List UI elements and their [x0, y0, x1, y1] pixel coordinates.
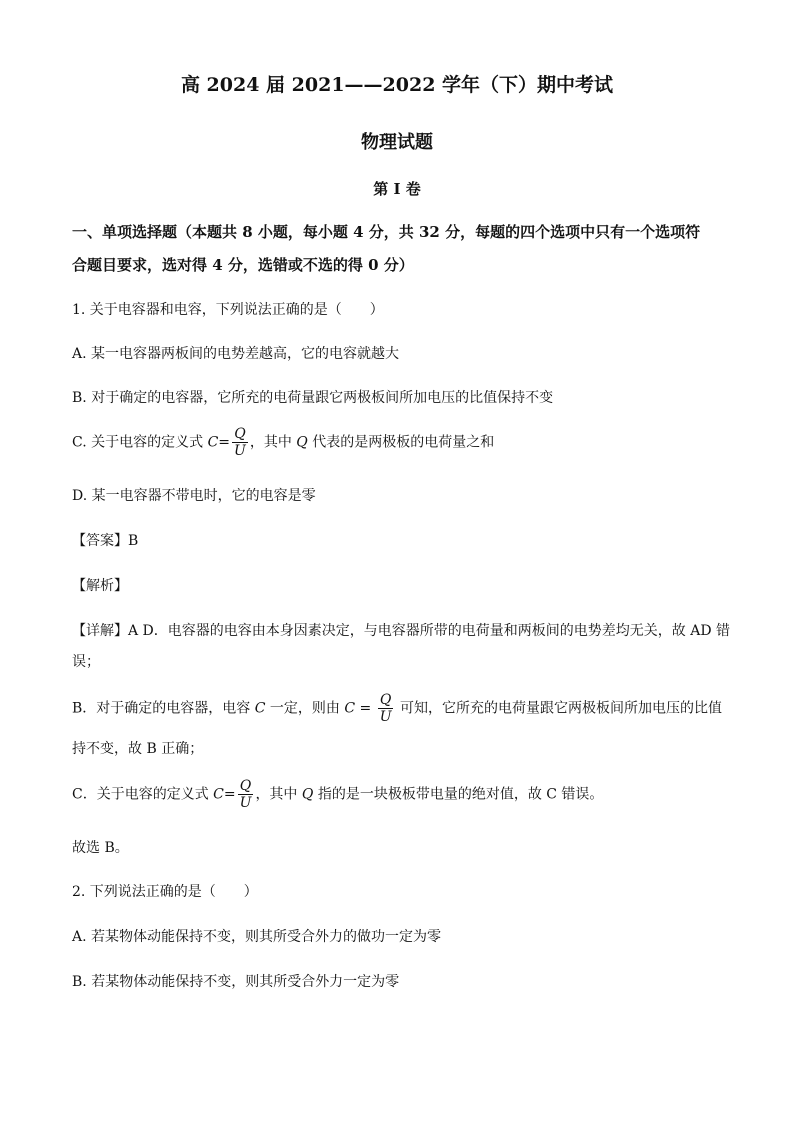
detail-b-cont: 持不变，故 B 正确； — [72, 741, 204, 757]
section-heading-cont: 合题目要求，选对得 4 分，选错或不选的得 0 分） — [72, 256, 414, 274]
question-2-stem: 2. 下列说法正确的是（ ） — [72, 884, 258, 900]
volume-label: 第 I 卷 — [373, 180, 421, 198]
subject-title: 物理试题 — [361, 132, 433, 153]
detail-c-pre: C．关于电容的定义式 — [72, 786, 214, 803]
exam-title: 高 2024 届 2021——2022 学年（下）期中考试 — [180, 74, 614, 96]
q1-option-c-post2: 代表的是两极板的电荷量之和 — [307, 434, 495, 451]
detail-b-c2: C — [344, 700, 356, 717]
answer-line — [72, 530, 138, 550]
detail-b-pre: B．对于确定的电容器，电容 — [72, 700, 255, 717]
detail-b-fraction-numerator: Q — [379, 692, 392, 708]
section-heading: 一、单项选择题（本题共 8 小题，每小题 4 分，共 32 分，每题的四个选项中只有一个选项符 — [72, 223, 701, 241]
variable-q: Q — [296, 434, 308, 451]
detail-ad-cont: 误； — [72, 654, 100, 670]
q2-option-b: B. 若某物体动能保持不变，则其所受合外力一定为零 — [72, 974, 400, 990]
formula-eq: = — [218, 434, 231, 451]
detail-ad — [72, 620, 730, 640]
q2-option-a: A. 若某物体动能保持不变，则其所受合外力的做功一定为零 — [72, 929, 442, 945]
fraction-q-over-u — [232, 426, 248, 459]
detail-b-fraction-denominator: U — [379, 709, 392, 725]
detail-tag: 【详解】 — [72, 623, 128, 639]
detail-c-post2: 指的是一块极板带电量的绝对值，故 C 错误。 — [313, 786, 604, 803]
question-1-stem: 1. 关于电容器和电容，下列说法正确的是（ ） — [72, 302, 384, 318]
detail-c-fraction — [238, 778, 254, 811]
formula-c: C — [207, 434, 219, 451]
answer-tag: 【答案】 — [72, 533, 128, 549]
q1-option-d: D. 某一电容器不带电时，它的电容是零 — [72, 488, 316, 504]
analysis-tag: 【解析】 — [72, 578, 128, 594]
q1-option-c-pre: C. 关于电容的定义式 — [72, 434, 208, 451]
fraction-numerator: Q — [234, 426, 246, 442]
detail-c-eq: = — [223, 786, 236, 803]
q1-option-c — [72, 426, 494, 459]
detail-b-post: 可知，它所充的电荷量跟它两极板间所加电压的比值 — [395, 700, 722, 717]
detail-c — [72, 778, 603, 811]
detail-b — [72, 692, 722, 725]
detail-b-mid: 一定，则由 — [265, 700, 345, 717]
conclusion: 故选 B。 — [72, 840, 129, 856]
detail-c-c: C — [213, 786, 224, 803]
detail-c-fraction-numerator: Q — [239, 778, 252, 794]
detail-c-q: Q — [301, 786, 314, 803]
fraction-denominator: U — [234, 443, 246, 459]
detail-b-eq: = — [355, 700, 376, 717]
q1-option-c-post1: ，其中 — [249, 434, 297, 451]
detail-ad-text: A D．电容器的电容由本身因素决定，与电容器所带的电荷量和两板间的电势差均无关，故 AD 错 — [128, 623, 731, 639]
answer-value: B — [128, 533, 139, 549]
detail-c-post1: ，其中 — [255, 786, 302, 803]
detail-b-fraction — [378, 692, 394, 725]
detail-b-c: C — [254, 700, 266, 717]
q1-option-a: A. 某一电容器两板间的电势差越高，它的电容就越大 — [72, 346, 400, 362]
detail-c-fraction-denominator: U — [239, 795, 252, 811]
q1-option-b: B. 对于确定的电容器，它所充的电荷量跟它两极板间所加电压的比值保持不变 — [72, 390, 554, 406]
